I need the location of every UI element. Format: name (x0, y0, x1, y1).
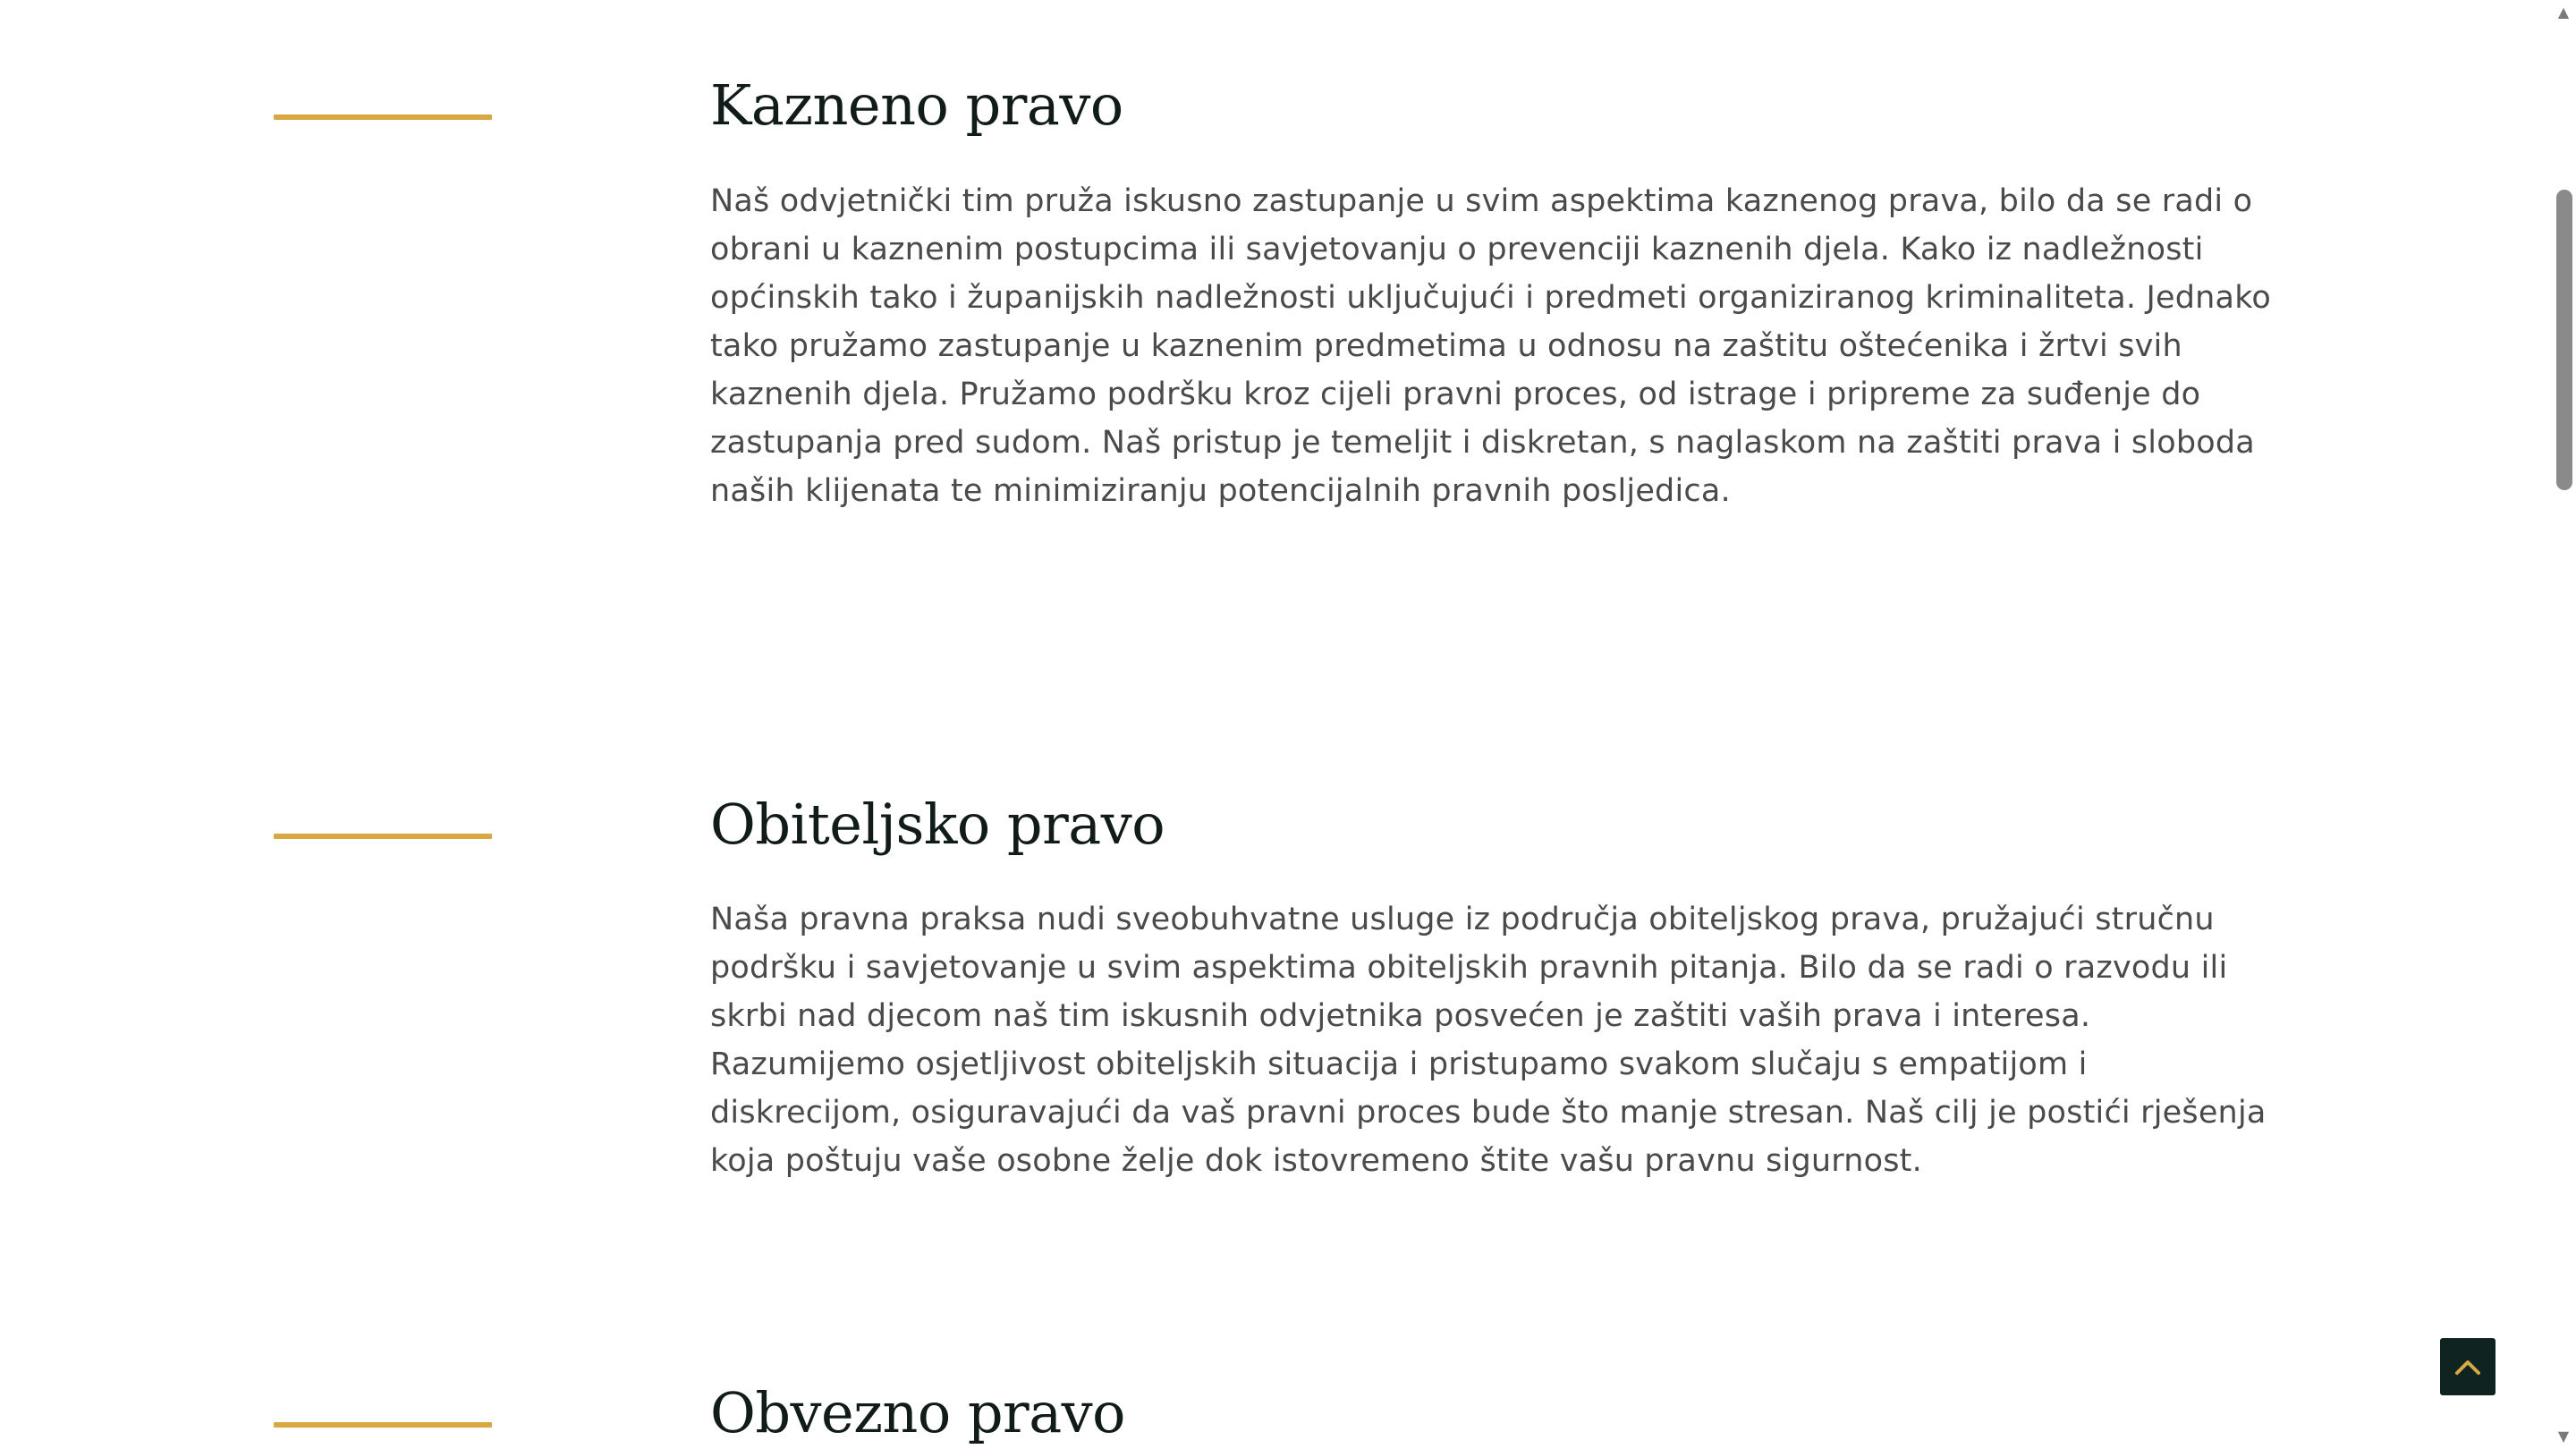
back-to-top-button[interactable] (2440, 1338, 2496, 1395)
section-title: Obiteljsko pravo (710, 792, 1165, 857)
section-title: Kazneno pravo (710, 72, 1123, 138)
scroll-up-arrow[interactable]: ▲ (2557, 4, 2570, 21)
chevron-up-icon (2454, 1358, 2481, 1376)
accent-line (274, 114, 492, 120)
vertical-scrollbar[interactable] (2551, 0, 2576, 1449)
scroll-down-arrow[interactable]: ▼ (2557, 1428, 2570, 1445)
accent-line (274, 1422, 492, 1428)
section-title: Obvezno pravo (710, 1380, 1126, 1445)
scrollbar-thumb[interactable] (2556, 190, 2572, 490)
section-description: Naš odvjetnički tim pruža iskusno zastupanje u svim aspektima kaznenog prava, bilo da se radi o obrani u kaznenim postupcima ili savjetovanju o prevenciji kaznenih djela. Kako iz nadležnosti općinskih tako i županijskih nadležnosti uključujući i predmeti organiziranog kriminaliteta. Jednako tako pružamo zastupanje u kaznenim predmetima u odnosu na zaštitu oštećenika i žrtvi svih kaznenih djela. Pružamo podršku kroz cijeli pravni proces, od istrage i pripreme za suđenje do zastupanja pred sudom. Naš pristup je temeljit i diskretan, s naglaskom na zaštiti prava i sloboda naših klijenata te minimiziranju potencijalnih pravnih posljedica. (710, 183, 2272, 509)
accent-line (274, 834, 492, 839)
section-description: Naša pravna praksa nudi sveobuhvatne usluge iz područja obiteljskog prava, pružajući stručnu podršku i savjetovanje u svim aspektima obiteljskih pravnih pitanja. Bilo da se radi o razvodu ili skrbi nad djecom naš tim iskusnih odvjetnika posvećen je zaštiti vaših prava i interesa. Razumijemo osjetljivost obiteljskih situacija i pristupamo svakom slučaju s empatijom i diskrecijom, osiguravajući da vaš pravni proces bude što manje stresan. Naš cilj je postići rješenja koja poštuju vaše osobne želje dok istovremeno štite vašu pravnu sigurnost. (710, 902, 2267, 1179)
